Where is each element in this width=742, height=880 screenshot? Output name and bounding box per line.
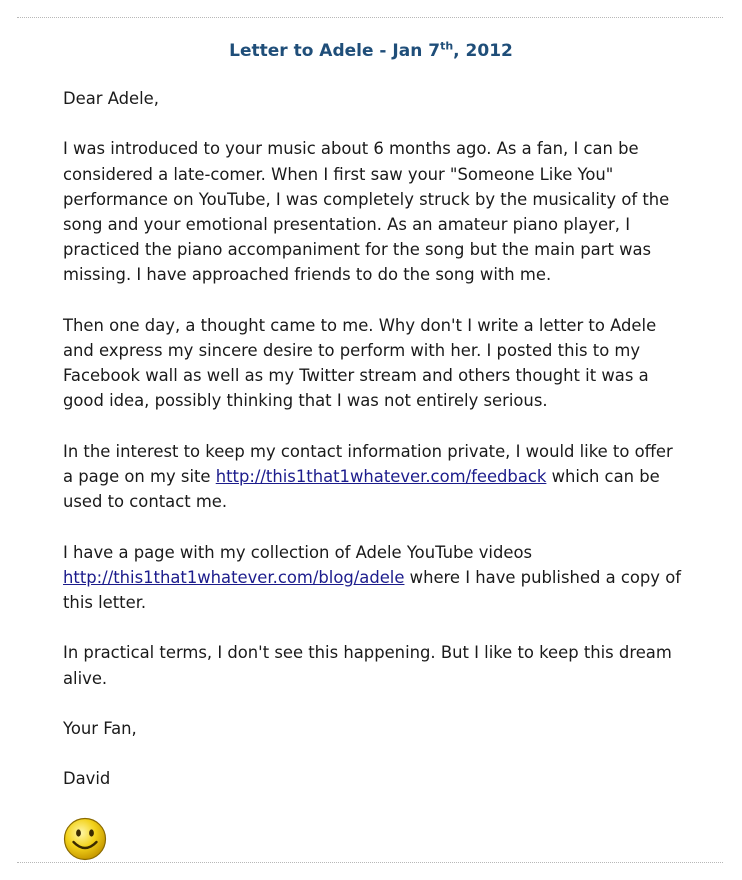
bottom-divider xyxy=(17,862,723,863)
paragraph-videos xyxy=(63,540,683,616)
paragraph-closing-thought: In practical terms, I don't see this happening. But I like to keep this dream alive. xyxy=(63,643,672,688)
contact-text-before: In the interest to keep my contact information private, I would like to offer a page on my site xyxy=(63,441,673,486)
feedback-link[interactable]: http://this1that1whatever.com/feedback xyxy=(215,467,547,486)
videos-text-before: I have a page with my collection of Adele YouTube videos xyxy=(63,542,533,562)
letter-title xyxy=(0,37,742,65)
adele-blog-link[interactable]: http://this1that1whatever.com/blog/adele xyxy=(63,567,405,587)
title-ordinal-suffix: th xyxy=(440,39,454,53)
closing-phrase: Your Fan, xyxy=(63,718,137,738)
top-divider xyxy=(17,17,723,18)
videos-text-after: where I have published a copy of this letter. xyxy=(63,567,682,612)
salutation: Dear Adele, xyxy=(63,89,159,108)
title-year: , 2012 xyxy=(453,41,513,61)
paragraph-contact xyxy=(63,439,683,515)
paragraph-idea: Then one day, a thought came to me. Why don't I write a letter to Adele and express my sincere desire to perform with her. I posted this to my Facebook wall as well as my Twitter stream and others thought it was a good idea, possibly thinking that I was not entirely serious. xyxy=(63,315,657,411)
smiley-face-icon xyxy=(63,817,107,861)
signature: David xyxy=(63,769,111,789)
paragraph-intro: I was introduced to your music about 6 months ago. As a fan, I can be considered a late-comer. When I first saw your "Someone Like You" performance on YouTube, I was completely struck by the musicality of the song and your emotional presentation. As an amateur piano player, I practiced the piano accompaniment for the song but the main part was missing. I have approached friends to do the song with me. xyxy=(63,139,670,285)
contact-text-after: which can be used to contact me. xyxy=(63,467,660,512)
title-text: Letter to Adele - Jan 7 xyxy=(229,41,441,61)
letter-body xyxy=(63,86,683,861)
